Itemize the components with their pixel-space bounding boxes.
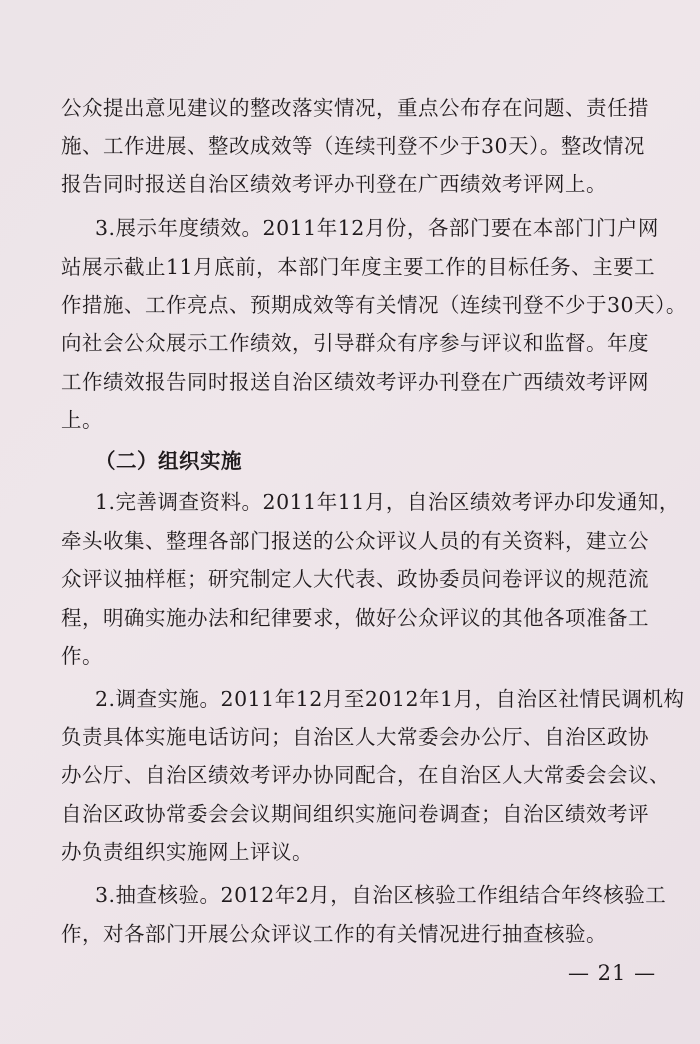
text-line-14: 程，明确实施办法和纪律要求，做好公众评议的其他各项准备工 xyxy=(61,606,649,630)
section-heading: （二）组织实施 xyxy=(95,449,242,473)
text-line-12: 牵头收集、整理各部门报送的公众评议人员的有关资料，建立公 xyxy=(61,529,649,553)
text-line-6: 作措施、工作亮点、预期成效等有关情况（连续刊登不少于30天）。 xyxy=(61,293,687,317)
text-line-22: 作，对各部门开展公众评议工作的有关情况进行抽查核验。 xyxy=(61,922,607,946)
text-line-16: 2.调查实施。2011年12月至2012年1月，自治区社情民调机构 xyxy=(95,687,685,711)
text-line-20: 办负责组织实施网上评议。 xyxy=(61,840,313,864)
text-line-21: 3.抽查核验。2012年2月，自治区核验工作组结合年终核验工 xyxy=(95,883,667,907)
text-line-3: 报告同时报送自治区绩效考评办刊登在广西绩效考评网上。 xyxy=(61,172,607,196)
text-line-1: 公众提出意见建议的整改落实情况，重点公布存在问题、责任措 xyxy=(61,96,649,120)
text-line-7: 向社会公众展示工作绩效，引导群众有序参与评议和监督。年度 xyxy=(61,331,649,355)
text-line-2: 施、工作进展、整改成效等（连续刊登不少于30天）。整改情况 xyxy=(61,134,645,158)
text-line-15: 作。 xyxy=(61,644,103,668)
text-line-9: 上。 xyxy=(61,408,103,432)
text-line-13: 众评议抽样框；研究制定人大代表、政协委员问卷评议的规范流 xyxy=(61,567,649,591)
text-line-19: 自治区政协常委会会议期间组织实施问卷调查；自治区绩效考评 xyxy=(61,802,649,826)
text-line-8: 工作绩效报告同时报送自治区绩效考评办刊登在广西绩效考评网 xyxy=(61,370,649,394)
text-line-17: 负责具体实施电话访问；自治区人大常委会办公厅、自治区政协 xyxy=(61,725,649,749)
page-number: — 21 — xyxy=(568,961,657,985)
text-line-11: 1.完善调查资料。2011年11月，自治区绩效考评办印发通知， xyxy=(95,490,680,514)
text-line-18: 办公厅、自治区绩效考评办协同配合，在自治区人大常委会会议、 xyxy=(61,763,670,787)
text-line-5: 站展示截止11月底前，本部门年度主要工作的目标任务、主要工 xyxy=(61,255,656,279)
text-line-4: 3.展示年度绩效。2011年12月份，各部门要在本部门门户网 xyxy=(95,216,659,240)
